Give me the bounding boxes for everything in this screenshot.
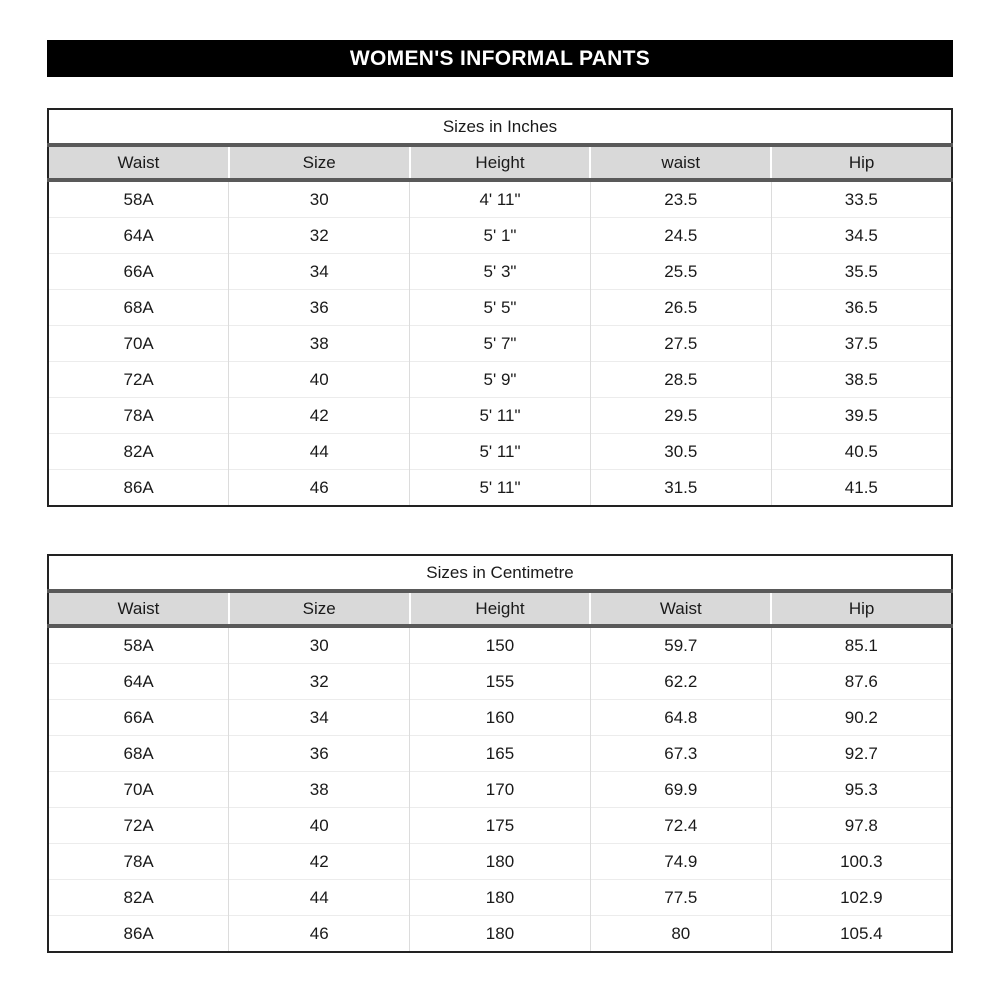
table-cell: 34 <box>229 254 410 290</box>
column-header: Height <box>410 145 591 180</box>
table-cell: 30 <box>229 180 410 218</box>
table-row <box>48 362 952 398</box>
table-cell: 97.8 <box>771 808 952 844</box>
table-cell: 28.5 <box>590 362 771 398</box>
table-cell: 82A <box>48 434 229 470</box>
table-cell: 72A <box>48 362 229 398</box>
table-cell: 58A <box>48 626 229 664</box>
table-cell: 175 <box>410 808 591 844</box>
table-cell: 70A <box>48 326 229 362</box>
table-cell: 77.5 <box>590 880 771 916</box>
table-cell: 105.4 <box>771 916 952 953</box>
table-cell: 37.5 <box>771 326 952 362</box>
table-cell: 66A <box>48 700 229 736</box>
table-cell: 44 <box>229 434 410 470</box>
table-row <box>48 808 952 844</box>
table-row <box>48 916 952 953</box>
table-cell: 155 <box>410 664 591 700</box>
table-cell: 41.5 <box>771 470 952 507</box>
table-cell: 58A <box>48 180 229 218</box>
table-cell: 23.5 <box>590 180 771 218</box>
table-cell: 66A <box>48 254 229 290</box>
table-cell: 32 <box>229 218 410 254</box>
table-cell: 160 <box>410 700 591 736</box>
table-row <box>48 326 952 362</box>
table-cell: 38 <box>229 772 410 808</box>
table-row <box>48 736 952 772</box>
table-cell: 70A <box>48 772 229 808</box>
table-row <box>48 772 952 808</box>
table-row <box>48 434 952 470</box>
table-cell: 36 <box>229 290 410 326</box>
table-cell: 30 <box>229 626 410 664</box>
column-header: Waist <box>48 591 229 626</box>
table-cell: 69.9 <box>590 772 771 808</box>
table-cell: 5' 9" <box>410 362 591 398</box>
table-cell: 30.5 <box>590 434 771 470</box>
table-cell: 5' 11" <box>410 398 591 434</box>
table-cell: 74.9 <box>590 844 771 880</box>
table-cell: 5' 1" <box>410 218 591 254</box>
table-cell: 35.5 <box>771 254 952 290</box>
table-cell: 5' 11" <box>410 470 591 507</box>
table-cell: 59.7 <box>590 626 771 664</box>
table-cell: 180 <box>410 916 591 953</box>
table-cell: 24.5 <box>590 218 771 254</box>
page-title: WOMEN'S INFORMAL PANTS <box>47 40 953 77</box>
table-row <box>48 880 952 916</box>
table-cell: 26.5 <box>590 290 771 326</box>
table-row <box>48 290 952 326</box>
table-cell: 29.5 <box>590 398 771 434</box>
table-cell: 86A <box>48 470 229 507</box>
table-row <box>48 218 952 254</box>
table-cell: 80 <box>590 916 771 953</box>
table-cell: 42 <box>229 398 410 434</box>
centimetre-size-table <box>47 554 953 953</box>
inches-size-table <box>47 108 953 507</box>
column-header: Hip <box>771 145 952 180</box>
table-title-row <box>48 109 952 145</box>
table-cell: 92.7 <box>771 736 952 772</box>
table-cell: 64.8 <box>590 700 771 736</box>
column-header: Waist <box>48 145 229 180</box>
table-cell: 62.2 <box>590 664 771 700</box>
table-cell: 67.3 <box>590 736 771 772</box>
table-cell: 42 <box>229 844 410 880</box>
table-cell: 40 <box>229 362 410 398</box>
column-header: Height <box>410 591 591 626</box>
table-cell: 44 <box>229 880 410 916</box>
table-row <box>48 626 952 664</box>
table-cell: 4' 11" <box>410 180 591 218</box>
table-cell: 38 <box>229 326 410 362</box>
table-cell: 64A <box>48 218 229 254</box>
table-cell: 5' 7" <box>410 326 591 362</box>
table-cell: 32 <box>229 664 410 700</box>
table-cell: 170 <box>410 772 591 808</box>
table-cell: 165 <box>410 736 591 772</box>
table-cell: 64A <box>48 664 229 700</box>
table-row <box>48 844 952 880</box>
table-cell: 72A <box>48 808 229 844</box>
table-cell: 40.5 <box>771 434 952 470</box>
table-row <box>48 254 952 290</box>
column-header: Waist <box>590 591 771 626</box>
table-title-row <box>48 555 952 591</box>
table-header-row <box>48 591 952 626</box>
table-cell: 90.2 <box>771 700 952 736</box>
table-cell: 86A <box>48 916 229 953</box>
table-cell: 46 <box>229 916 410 953</box>
table-cell: 39.5 <box>771 398 952 434</box>
table-cell: 78A <box>48 844 229 880</box>
table-cell: 180 <box>410 844 591 880</box>
table-cell: 102.9 <box>771 880 952 916</box>
table-cell: 5' 3" <box>410 254 591 290</box>
table-title: Sizes in Inches <box>48 109 952 145</box>
table-cell: 78A <box>48 398 229 434</box>
table-cell: 150 <box>410 626 591 664</box>
table-cell: 25.5 <box>590 254 771 290</box>
table-row <box>48 664 952 700</box>
column-header: Size <box>229 145 410 180</box>
table-cell: 46 <box>229 470 410 507</box>
table-cell: 34 <box>229 700 410 736</box>
table-row <box>48 180 952 218</box>
table-cell: 72.4 <box>590 808 771 844</box>
table-cell: 68A <box>48 290 229 326</box>
table-row <box>48 398 952 434</box>
table-cell: 36.5 <box>771 290 952 326</box>
column-header: Size <box>229 591 410 626</box>
column-header: waist <box>590 145 771 180</box>
table-cell: 68A <box>48 736 229 772</box>
table-cell: 82A <box>48 880 229 916</box>
table-row <box>48 700 952 736</box>
table-cell: 87.6 <box>771 664 952 700</box>
column-header: Hip <box>771 591 952 626</box>
table-row <box>48 470 952 507</box>
table-title: Sizes in Centimetre <box>48 555 952 591</box>
table-cell: 5' 11" <box>410 434 591 470</box>
table-cell: 31.5 <box>590 470 771 507</box>
table-cell: 38.5 <box>771 362 952 398</box>
table-cell: 33.5 <box>771 180 952 218</box>
table-header-row <box>48 145 952 180</box>
table-cell: 180 <box>410 880 591 916</box>
table-cell: 40 <box>229 808 410 844</box>
table-cell: 5' 5" <box>410 290 591 326</box>
table-cell: 85.1 <box>771 626 952 664</box>
table-cell: 36 <box>229 736 410 772</box>
table-cell: 95.3 <box>771 772 952 808</box>
table-cell: 34.5 <box>771 218 952 254</box>
table-cell: 27.5 <box>590 326 771 362</box>
table-cell: 100.3 <box>771 844 952 880</box>
